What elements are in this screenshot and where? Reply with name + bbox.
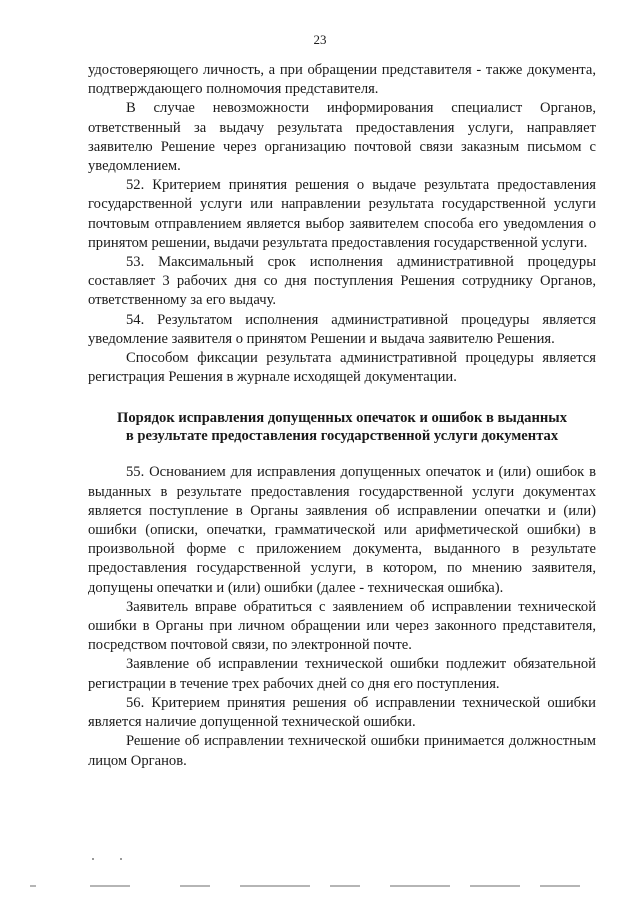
document-body: [88, 61, 596, 771]
section-heading-line-1: Порядок исправления допущенных опечаток и ошибок в выданных: [117, 410, 567, 427]
page-number: 23: [313, 32, 327, 47]
paragraph-registration: Заявление об исправлении технической ошибки подлежит обязательной регистрации в течение трех рабочих дней со дня его поступления.: [88, 656, 596, 692]
scan-speck: [92, 858, 94, 860]
paragraph-53: 53. Максимальный срок исполнения административной процедуры составляет 3 рабочих дня со дня поступления Решения сотруднику Органов, ответственному за его выдачу.: [88, 254, 596, 309]
paragraph-notification: В случае невозможности информирования специалист Органов, ответственный за выдачу результата предоставления услуги, направляет заявителю Решение через организацию почтовой связи заказным письмом с уведомлением.: [88, 100, 596, 175]
section-heading-line-2: в результате предоставления государственной услуги документах: [125, 428, 559, 445]
paragraph-54: 54. Результатом исполнения административной процедуры является уведомление заявителя о принятом Решении и выдача заявителю Решения.: [88, 311, 596, 347]
scan-speck: [120, 858, 122, 860]
paragraph-55: 55. Основанием для исправления допущенных опечаток и (или) ошибок в выданных в результате предоставления государственной услуги документах является поступление в Органы заявления об исправлении опечатки и (или) ошибки (описки, опечатки, грамматической или арифметической ошибки) в произвольной форме с приложением документа, выданного в результате предоставления государственной услуги, в котором, по мнению заявителя, допущены опечатки и (или) ошибки (далее - техническая ошибка).: [88, 464, 596, 596]
paragraph-decision: Решение об исправлении технической ошибки принимается должностным лицом Органов.: [88, 733, 596, 769]
paragraph-56: 56. Критерием принятия решения об исправлении технической ошибки является наличие допущенной технической ошибки.: [88, 694, 596, 731]
paragraph-continuation: удостоверяющего личность, а при обращении представителя - также документа, подтверждающего полномочия представителя.: [88, 62, 596, 98]
section-heading: [88, 409, 596, 445]
paragraph-fixation: Способом фиксации результата административной процедуры является регистрация Решения в журнале исходящей документации.: [88, 350, 596, 386]
paragraph-applicant-right: Заявитель вправе обратиться с заявлением об исправлении технической ошибки в Органы при личном обращении или через законного представителя, посредством почтовой связи, по электронной почте.: [88, 598, 596, 654]
paragraph-52: 52. Критерием принятия решения о выдаче результата предоставления государственной услуги или направлении результата государственной услуги почтовым отправлением является выбор заявителем способа его уведомления о принятом решении, выдачи результата предоставления государственной услуги.: [88, 177, 596, 251]
scan-artifact-strip: [30, 885, 610, 889]
